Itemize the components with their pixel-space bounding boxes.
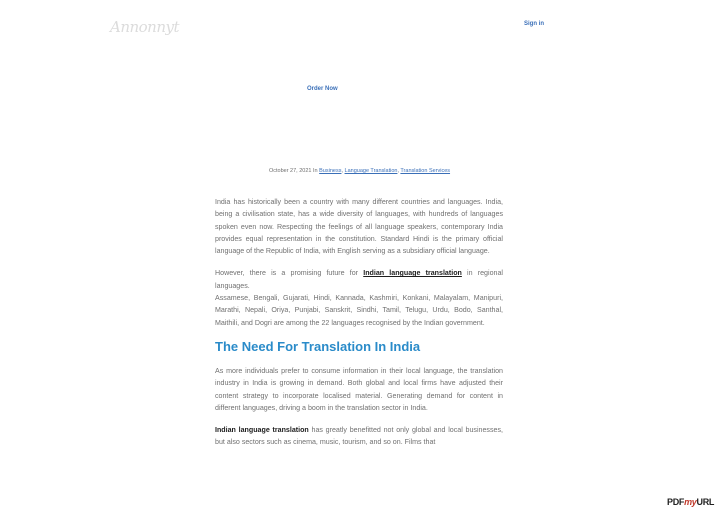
indian-language-translation-link[interactable]: Indian language translation bbox=[363, 269, 462, 278]
site-logo[interactable]: Annonnyt bbox=[110, 18, 180, 36]
section-heading: The Need For Translation In India bbox=[215, 338, 421, 354]
watermark-part-2: my bbox=[684, 497, 697, 507]
paragraph-languages: Assamese, Bengali, Gujarati, Hindi, Kannada, Kashmiri, Konkani, Malayalam, Manipuri, Marathi, Nepali, Oriya, Punjabi, Sanskrit, Sindhi, Tamil, Telugu, Urdu, Bodo, Santhal, Maithili, and Dogri are among the 22 languages recognised by the Indian government. bbox=[215, 294, 503, 327]
watermark-part-1: PDF bbox=[667, 497, 685, 507]
pdfmyurl-watermark bbox=[667, 497, 714, 507]
paragraph-intro: India has historically been a country with many different countries and languages. India, being a civilisation state, has a wide diversity of languages, with hundreds of languages spoken even now. Respecting the feelings of all language speakers, contemporary India provides equal representation in the constitution. Standard Hindi is the primary official language of the Republic of India, with English serving as a subsidiary official language. bbox=[215, 198, 503, 256]
category-link-business[interactable]: Business bbox=[319, 168, 342, 174]
in-word: In bbox=[313, 168, 318, 174]
category-link-language-translation[interactable]: Language Translation bbox=[344, 168, 398, 174]
indian-language-translation-bold: Indian language translation bbox=[215, 426, 309, 435]
paragraph-future bbox=[215, 267, 503, 292]
paragraph-benefits-rest: has greatly benefitted not only global and local businesses, but also sectors such as cinema, music, tourism, and so on. Films that bbox=[215, 426, 503, 447]
post-meta: October 27, 2021 In Business, Language Translation, Translation Services bbox=[268, 168, 451, 174]
paragraph-demand: As more individuals prefer to consume information in their local language, the translation industry in India is growing in demand. Both global and local firms have adjusted their content strategy to incorporate localised material. Generating demand for content in different languages, driving a boom in the translation sector in India. bbox=[215, 366, 503, 412]
watermark-part-3: URL bbox=[696, 497, 715, 507]
sign-in-link[interactable]: Sign in bbox=[524, 21, 544, 27]
paragraph-benefits bbox=[215, 424, 503, 449]
article-body bbox=[215, 196, 503, 459]
post-date: October 27, 2021 bbox=[268, 168, 312, 174]
order-now-link[interactable]: Order Now bbox=[307, 86, 338, 92]
category-link-translation-services[interactable]: Translation Services bbox=[400, 168, 451, 174]
paragraph-future-start: However, there is a promising future for bbox=[215, 269, 364, 278]
paragraph-future-end: in regional languages. bbox=[215, 269, 503, 290]
